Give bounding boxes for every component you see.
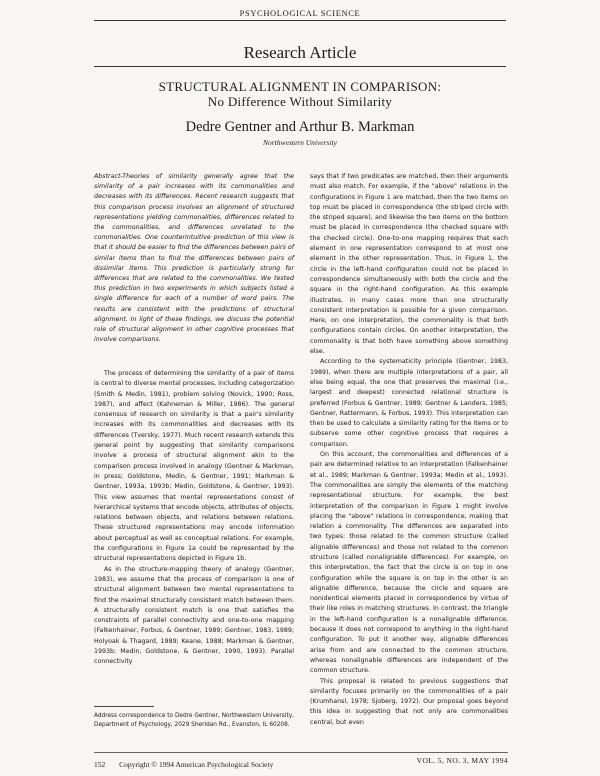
title-rule: [94, 66, 506, 67]
body-paragraph: The process of determining the similarity of a pair of items is central to diverse mental processes, including categorization (Smith & Medin, 1981), problem solving (Novick, 1990; Ross, 1987), and affect (Kahneman & Miller, 1986). The general consensus of research on similarity is that a pair's similarity increases with its commonalities and decreases with its differences (Tversky, 1977). Much recent research extends this general point by suggesting that similarity comparisons involve a process of structural alignment akin to the comparison process involved in analogy (Gentner & Markman, in press; Goldstone, Medin, & Gentner, 1991; Markman & Gentner, 1993a, 1993b; Medin, Goldstone, & Gentner, 1993). This view assumes that mental representations consist of hierarchical systems that encode objects, attributes of objects, relations between objects, and relations between relations. These structured representations may encode information about perceptual as well as conceptual relations. For example, the configurations in Figure 1a could be represented by the structural representations depicted in Figure 1b.: [94, 370, 294, 563]
abstract: [94, 172, 294, 345]
affiliation: Northwestern University: [263, 138, 337, 147]
title-line-1: STRUCTURAL ALIGNMENT IN COMPARISON:: [158, 79, 442, 94]
copyright: Copyright © 1994 American Psychological Society: [119, 760, 274, 769]
footer-left: [94, 760, 273, 769]
page-number: 152: [94, 760, 106, 769]
article-title: [0, 79, 600, 109]
body-paragraph: This proposal is related to previous suggestions that similarity focuses primarily on the commonalities of a pair (Krumhansl, 1978; Sjoberg, 1972). Our proposal goes beyond this idea in suggesting that not only are commonalities central, but even: [310, 677, 508, 726]
body-paragraph: As in the structure-mapping theory of analogy (Gentner, 1983), we assume that the process of comparison is one of structural alignment between two mental representations to find the maximal structurally consistent match between them. A structurally consistent match is one that satisfies the constraints of parallel connectivity and one-to-one mapping (Falkenhainer, Forbus, & Gentner, 1989; Gentner, 1983, 1989; Holyoak & Thagard, 1989; Keane, 1988; Markman & Gentner, 1993b; Medin, Goldstone, & Gentner, 1990, 1993). Parallel connectivity: [94, 565, 294, 666]
footer-rule: [94, 752, 508, 753]
authors: Dedre Gentner and Arthur B. Markman: [185, 119, 415, 135]
body-paragraph: says that if two predicates are matched, then their arguments must also match. For example, if the "above" relations in the configurations in Figure 1 are matched, then the two items on top must be placed in correspondence (the striped circle with the striped square), and likewise the two items on the bottom must be placed in correspondence (the checked square with the checked circle). One-to-one mapping requires that each element in one representation correspond to at most one element in the other representation. Thus, in Figure 1, the circle in the left-hand configuration could not be placed in correspondence simultaneously with both the circle and the square in the right-hand configuration. As this example illustrates, in many cases more than one structurally consistent interpretation is possible for a given comparison. Here, on one interpretation, the commonality is that both configurations contain circles. On another interpretation, the commonality is that both have something above something else.: [310, 173, 508, 356]
footnote: Address correspondence to Dedre Gentner, Northwestern University, Department of Psychology, 2029 Sheridan Rd., Evanston, IL 60208.: [94, 713, 294, 728]
body-paragraph: On this account, the commonalities and differences of a pair are determined relative to an interpretation (Falkenhainer et al., 1989; Markman & Gentner, 1993a; Medin et al., 1993). The commonalities are simply the elements of the matching representational structure. For example, the best interpretation of the comparison in Figure 1 might involve placing the "above" relations in correspondence, making that relation a commonality. The differences are separated into two types: those related to the common structure (called alignable differences) and those not related to the common structure (called nonalignable differences). For example, on this interpretation, the fact that the circle is on top in one configuration while the square is on top in the other is an alignable difference, because the circle and square are nonidentical elements placed in correspondence by virtue of their like roles in matching structures. In contrast, the triangle in the left-hand configuration is a nonalignable difference, because it does not correspond to anything in the right-hand configuration. To put it another way, alignable differences arise from and are connected to the common structure, whereas nonalignable differences are independent of the common structure.: [310, 451, 508, 675]
right-column: [310, 172, 508, 746]
footnote-rule: [94, 706, 154, 707]
abstract-text: Theories of similarity generally agree that the similarity of a pair increases with its commonalities and decreases with its differences. Recent research suggests that this comparison process involves an alignment of structured representations yielding commonalities, differences related to the commonalities, and differences unrelated to the commonalities. One counterintuitive prediction of this view is that it should be easier to find the differences between pairs of similar items than to find the differences between pairs of dissimilar items. This prediction is particularly strong for differences that are related to the commonalities. We tested this prediction in two experiments in which subjects listed a single difference for each of a number of word pairs. The results are consistent with the predictions of structural alignment. In light of these findings, we discuss the potential role of structural alignment in other cognitive processes that involve comparisons.: [94, 173, 294, 344]
abstract-label: Abstract-: [94, 173, 123, 180]
volume-info: VOL. 5, NO. 3, MAY 1994: [416, 756, 508, 765]
header-rule: [94, 20, 506, 21]
left-column: [94, 369, 294, 699]
journal-name: PSYCHOLOGICAL SCIENCE: [239, 8, 361, 18]
body-paragraph: According to the systematicity principle (Gentner, 1983, 1989), when there are multiple interpretations of a pair, all else being equal, the one that preserves the maximal (i.e., largest and deepest) connected relational structure is preferred (Forbus & Gentner, 1989; Gentner & Landers, 1985; Gentner, Rattermann, & Forbus, 1993). This interpretation can then be used to calculate a similarity rating for the items or to subserve some other cognitive process that requires a comparison.: [310, 358, 508, 448]
article-type: Research Article: [243, 43, 357, 62]
title-line-2: No Difference Without Similarity: [207, 94, 393, 109]
